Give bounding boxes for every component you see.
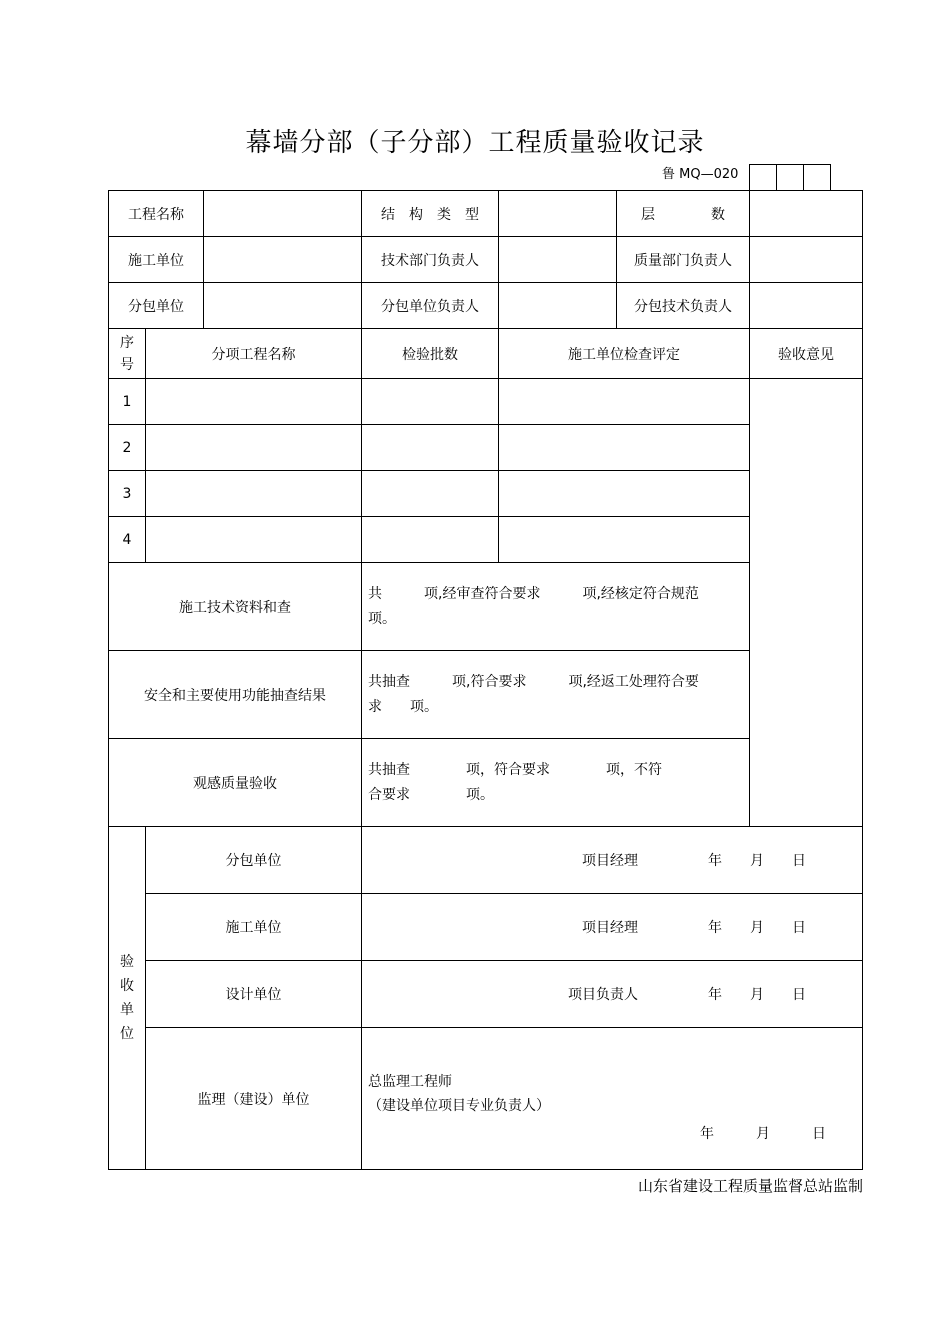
unit-check-cell[interactable] <box>499 471 750 517</box>
subcontractor-tech-head-label: 分包技术负责人 <box>617 283 750 329</box>
unit-check-header: 施工单位检查评定 <box>499 329 750 379</box>
accept-supervision-label: 监理（建设）单位 <box>146 1028 362 1170</box>
subcontractor-tech-head-value[interactable] <box>750 283 863 329</box>
subcontractor-head-label: 分包单位负责人 <box>362 283 499 329</box>
seq-header: 序号 <box>109 329 146 379</box>
structure-type-label: 结 构 类 型 <box>362 191 499 237</box>
accept-construction-label: 施工单位 <box>146 894 362 961</box>
batches-cell[interactable] <box>362 471 499 517</box>
accept-design-label: 设计单位 <box>146 961 362 1028</box>
opinion-header: 验收意见 <box>750 329 863 379</box>
accept-construction-sign[interactable]: 项目经理 年 月 日 <box>362 894 863 961</box>
subcontractor-head-value[interactable] <box>499 283 617 329</box>
project-name-label: 工程名称 <box>109 191 204 237</box>
tech-dept-head-value[interactable] <box>499 237 617 283</box>
accept-subcontractor-label: 分包单位 <box>146 827 362 894</box>
batches-cell[interactable] <box>362 517 499 563</box>
item-name-cell[interactable] <box>146 517 362 563</box>
accept-supervision-sign[interactable]: 总监理工程师 （建设单位项目专业负责人） 年 月 日 <box>362 1028 863 1170</box>
unit-check-cell[interactable] <box>499 425 750 471</box>
row-number: 1 <box>109 379 146 425</box>
project-name-value[interactable] <box>204 191 362 237</box>
construction-unit-label: 施工单位 <box>109 237 204 283</box>
unit-check-cell[interactable] <box>499 517 750 563</box>
subcontractor-value[interactable] <box>204 283 362 329</box>
row-number: 3 <box>109 471 146 517</box>
batches-cell[interactable] <box>362 379 499 425</box>
construction-unit-value[interactable] <box>204 237 362 283</box>
item-name-header: 分项工程名称 <box>146 329 362 379</box>
code-boxes <box>749 164 831 190</box>
tech-docs-result[interactable]: 共 项,经审查符合要求 项,经核定符合规范 项。 <box>362 563 750 651</box>
page-title: 幕墙分部（子分部）工程质量验收记录 <box>245 128 705 158</box>
item-name-cell[interactable] <box>146 471 362 517</box>
row-number: 4 <box>109 517 146 563</box>
batches-header: 检验批数 <box>362 329 499 379</box>
floors-value[interactable] <box>750 191 863 237</box>
accept-subcontractor-sign[interactable]: 项目经理 年 月 日 <box>362 827 863 894</box>
quality-dept-head-value[interactable] <box>750 237 863 283</box>
quality-dept-head-label: 质量部门负责人 <box>617 237 750 283</box>
appearance-label: 观感质量验收 <box>109 739 362 827</box>
row-number: 2 <box>109 425 146 471</box>
item-name-cell[interactable] <box>146 379 362 425</box>
tech-docs-label: 施工技术资料和查 <box>109 563 362 651</box>
batches-cell[interactable] <box>362 425 499 471</box>
appearance-result[interactable]: 共抽查 项，符合要求 项，不符 合要求 项。 <box>362 739 750 827</box>
acceptance-form <box>108 190 863 1170</box>
footer-issuer: 山东省建设工程质量监督总站监制 <box>637 1177 863 1195</box>
floors-label: 层 数 <box>617 191 750 237</box>
structure-type-value[interactable] <box>499 191 617 237</box>
acceptance-units-label: 验收单位 <box>109 827 146 1170</box>
accept-design-sign[interactable]: 项目负责人 年 月 日 <box>362 961 863 1028</box>
tech-dept-head-label: 技术部门负责人 <box>362 237 499 283</box>
unit-check-cell[interactable] <box>499 379 750 425</box>
opinion-cell[interactable] <box>750 379 863 827</box>
safety-label: 安全和主要使用功能抽查结果 <box>109 651 362 739</box>
form-code: 鲁 MQ—020 <box>662 167 739 182</box>
safety-result[interactable]: 共抽查 项,符合要求 项,经返工处理符合要 求 项。 <box>362 651 750 739</box>
item-name-cell[interactable] <box>146 425 362 471</box>
subcontractor-label: 分包单位 <box>109 283 204 329</box>
